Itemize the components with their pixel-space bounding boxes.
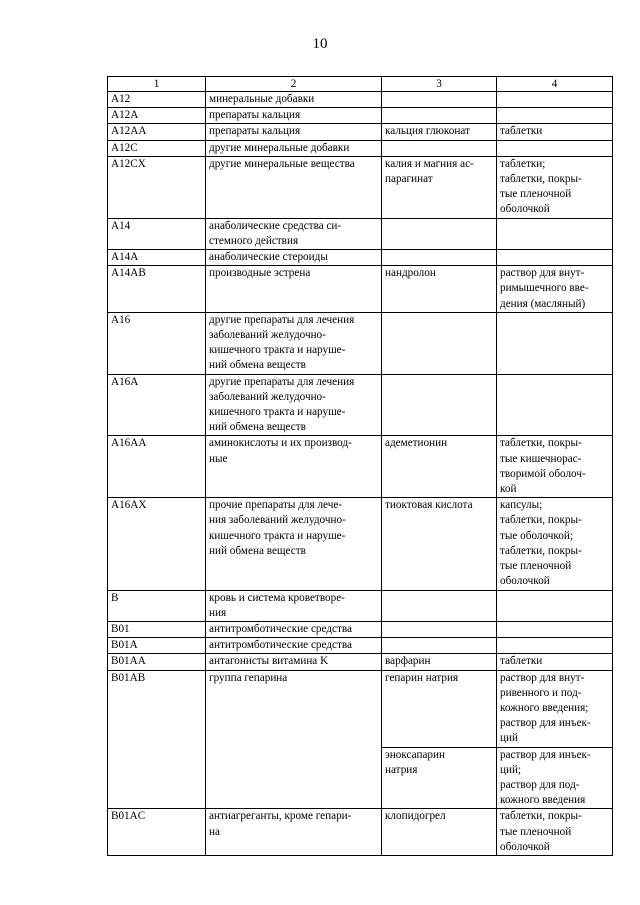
anatomical-group-cell: другие препараты для лечения заболеваний желудочно- кишечного тракта и наруше- ний обмена веществ [206, 312, 382, 374]
column-header-3: 3 [382, 77, 497, 92]
atc-code-cell: A16AA [108, 436, 206, 498]
drug-name-cell: адеметионин [382, 436, 497, 498]
column-header-4: 4 [497, 77, 613, 92]
atc-code-cell: A14 [108, 218, 206, 249]
table-row [108, 638, 613, 654]
dosage-form-cell: раствор для внут- римышечного вве- дения (масляный) [497, 266, 613, 313]
table-body [108, 92, 613, 856]
drug-name-cell [382, 638, 497, 654]
drug-name-cell [382, 140, 497, 156]
atc-code-cell: A12A [108, 108, 206, 124]
dosage-form-cell: таблетки, покры- тые кишечнорас- творимой оболоч- кой [497, 436, 613, 498]
drug-name-cell: нандролон [382, 266, 497, 313]
atc-code-cell: A12C [108, 140, 206, 156]
anatomical-group-cell: прочие препараты для лече- ния заболеваний желудочно- кишечного тракта и наруше- ний обмена веществ [206, 498, 382, 590]
table-row [108, 621, 613, 637]
atc-code-cell: A12AA [108, 124, 206, 140]
dosage-form-cell [497, 312, 613, 374]
atc-code-cell: B01AB [108, 670, 206, 809]
drug-name-cell [382, 92, 497, 108]
dosage-form-cell: таблетки [497, 654, 613, 670]
anatomical-group-cell: препараты кальция [206, 108, 382, 124]
atc-code-cell: A12 [108, 92, 206, 108]
dosage-form-cell [497, 621, 613, 637]
drug-name-cell [382, 250, 497, 266]
dosage-form-cell [497, 218, 613, 249]
anatomical-group-cell: группа гепарина [206, 670, 382, 809]
drug-name-cell: гепарин натрия [382, 670, 497, 747]
drug-name-cell: варфарин [382, 654, 497, 670]
atc-code-cell: B01AA [108, 654, 206, 670]
table-row [108, 266, 613, 313]
atc-code-cell: B [108, 590, 206, 621]
anatomical-group-cell: антагонисты витамина K [206, 654, 382, 670]
dosage-form-cell [497, 108, 613, 124]
drug-name-cell: клопидогрел [382, 809, 497, 856]
table-row [108, 498, 613, 590]
dosage-form-cell: таблетки, покры- тые пленочной оболочкой [497, 809, 613, 856]
atc-code-cell: B01AC [108, 809, 206, 856]
anatomical-group-cell: производные эстрена [206, 266, 382, 313]
drug-name-cell: эноксапарин натрия [382, 747, 497, 809]
dosage-form-cell: капсулы; таблетки, покры- тые оболочкой; таблетки, покры- тые пленочной оболочкой [497, 498, 613, 590]
column-header-1: 1 [108, 77, 206, 92]
table-row [108, 312, 613, 374]
table-row [108, 670, 613, 747]
drug-name-cell [382, 218, 497, 249]
drug-name-cell: кальция глюконат [382, 124, 497, 140]
dosage-form-cell [497, 140, 613, 156]
drug-name-cell [382, 590, 497, 621]
table-row [108, 218, 613, 249]
anatomical-group-cell: антитромботические средства [206, 621, 382, 637]
column-header-2: 2 [206, 77, 382, 92]
anatomical-group-cell: анаболические стероиды [206, 250, 382, 266]
anatomical-group-cell: анаболические средства си- стемного действия [206, 218, 382, 249]
dosage-form-cell [497, 638, 613, 654]
dosage-form-cell: таблетки; таблетки, покры- тые пленочной оболочкой [497, 156, 613, 218]
anatomical-group-cell: антиагреганты, кроме гепари- на [206, 809, 382, 856]
drug-name-cell [382, 621, 497, 637]
table-row [108, 374, 613, 436]
atc-code-cell: A16A [108, 374, 206, 436]
table-row [108, 436, 613, 498]
dosage-form-cell [497, 374, 613, 436]
atc-code-cell: A14AB [108, 266, 206, 313]
table-row [108, 124, 613, 140]
table-row [108, 809, 613, 856]
drug-name-cell: тиоктовая кислота [382, 498, 497, 590]
atc-code-cell: A12CX [108, 156, 206, 218]
table-row [108, 92, 613, 108]
atc-code-cell: A14A [108, 250, 206, 266]
dosage-form-cell [497, 590, 613, 621]
dosage-form-cell: раствор для внут- ривенного и под- кожного введения; раствор для инъек- ций [497, 670, 613, 747]
anatomical-group-cell: другие минеральные вещества [206, 156, 382, 218]
anatomical-group-cell: другие минеральные добавки [206, 140, 382, 156]
drug-name-cell [382, 108, 497, 124]
anatomical-group-cell: другие препараты для лечения заболеваний желудочно- кишечного тракта и наруше- ний обмена веществ [206, 374, 382, 436]
header-row [108, 77, 613, 92]
dosage-form-cell [497, 250, 613, 266]
drug-name-cell [382, 374, 497, 436]
anatomical-group-cell: препараты кальция [206, 124, 382, 140]
drug-table [107, 76, 613, 856]
table-row [108, 140, 613, 156]
atc-code-cell: B01A [108, 638, 206, 654]
atc-code-cell: B01 [108, 621, 206, 637]
table-row [108, 590, 613, 621]
dosage-form-cell: раствор для инъек- ций; раствор для под- кожного введения [497, 747, 613, 809]
page-number: 10 [312, 36, 328, 52]
drug-name-cell: калия и магния ас- парагинат [382, 156, 497, 218]
table-row [108, 108, 613, 124]
anatomical-group-cell: аминокислоты и их производ- ные [206, 436, 382, 498]
atc-code-cell: A16AX [108, 498, 206, 590]
table-row [108, 654, 613, 670]
drug-name-cell [382, 312, 497, 374]
table-row [108, 156, 613, 218]
atc-code-cell: A16 [108, 312, 206, 374]
table-row [108, 250, 613, 266]
dosage-form-cell: таблетки [497, 124, 613, 140]
anatomical-group-cell: кровь и система кроветворе- ния [206, 590, 382, 621]
dosage-form-cell [497, 92, 613, 108]
anatomical-group-cell: минеральные добавки [206, 92, 382, 108]
anatomical-group-cell: антитромботические средства [206, 638, 382, 654]
